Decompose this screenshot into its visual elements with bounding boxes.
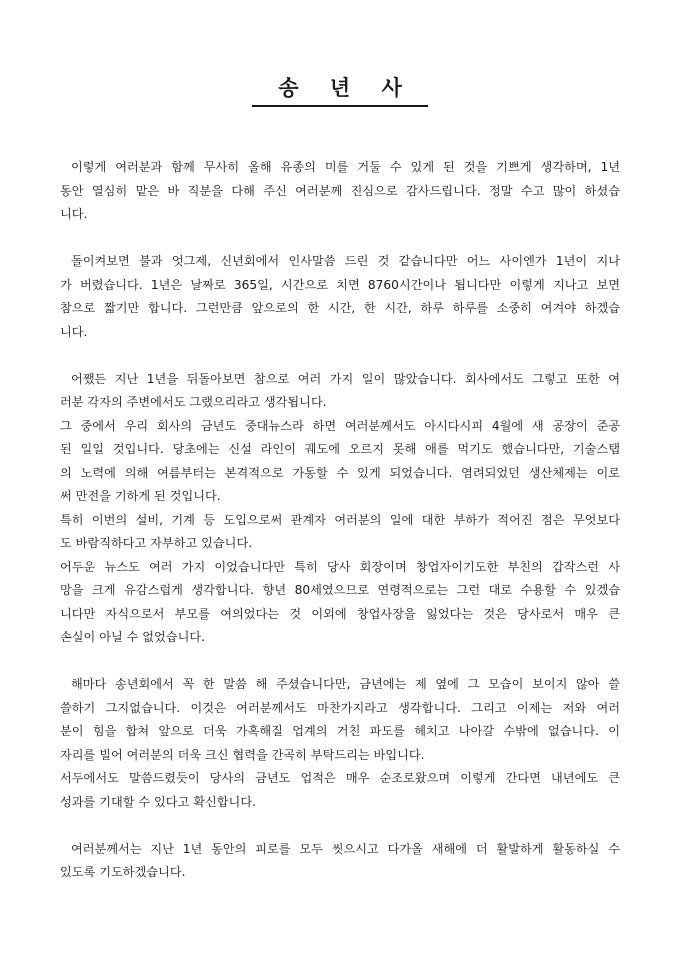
paragraph-line: 쓸하기 그지없습니다. 이것은 여러분께서도 마찬가지라고 생각합니다. 그리고 이제는 저와 여러 [60,700,620,715]
paragraph-line: 분이 힘을 합쳐 앞으로 더욱 가혹해질 업계의 거친 파도를 헤치고 나아갈 수밖에 없습니다. 이 [60,724,620,738]
paragraph-line: 참으로 짧기만 합니다. 그런만큼 앞으로의 한 시간, 한 시간, 하루 하루를 소중히 여겨야 하겠습 [60,301,620,315]
paragraph [60,673,620,814]
paragraph-line: 자리를 빌어 여러분의 더욱 크신 협력을 간곡히 부탁드리는 바입니다. [60,747,425,762]
paragraph-line: 손실이 아닐 수 없었습니다. [60,630,206,644]
paragraph [60,250,620,344]
paragraph-line: 가 버렸습니다. 1년은 날짜로 365일, 시간으로 치면 8760시간이나 됩니다만 이렇게 지나고 보면 [60,277,620,292]
document-title: 송 년 사 [252,74,427,107]
paragraph-line: 된 일일 것입니다. 당초에는 신설 라인이 궤도에 오르지 못해 애를 먹기도 했습니다만, 기술스탭 [60,442,620,456]
paragraph-line: 망을 크게 유감스럽게 생각합니다. 향년 80세였으므로 연령적으로는 그런 대로 수용할 수 있겠습 [60,583,620,597]
paragraph [60,368,620,650]
paragraph-line: 러분 각자의 주변에서도 그랬으리라고 생각됩니다. [60,395,327,409]
paragraph-line: 니다. [60,207,88,221]
paragraph [60,838,620,885]
paragraph-line: 도 바람직하다고 자부하고 있습니다. [60,536,253,550]
paragraph-line: 있도록 기도하겠습니다. [60,865,186,879]
paragraph-line: 그 중에서 우리 회사의 금년도 중대뉴스라 하면 여러분께서도 아시다시피 4월에 새 공장이 준공 [60,418,620,433]
paragraph-line: 니다. [60,324,88,339]
paragraph-line: 어쨌든 지난 1년을 뒤돌아보면 참으로 여러 가지 일이 많았습니다. 회사에서도 그렇고 또한 여 [70,371,620,386]
title-wrap [0,74,680,107]
paragraph-line: 니다만 자식으로서 부모를 여의었다는 것 이외에 창업사장을 잃었다는 것은 당사로서 매우 큰 [60,606,620,621]
paragraph-line: 동안 열심히 맡은 바 직분을 다해 주신 여러분께 진심으로 감사드립니다. 정말 수고 많이 하셨습 [60,183,620,198]
paragraph-line: 성과를 기대할 수 있다고 확신합니다. [60,794,256,809]
paragraph-line: 특히 이번의 설비, 기계 등 도입으로써 관계자 여러분의 일에 대한 부하가 적어진 점은 무엇보다 [60,512,620,527]
paragraph-line: 어두운 뉴스도 여러 가지 이었습니다만 특히 당사 회장이며 창업자이기도한 부친의 갑작스런 사 [60,559,620,574]
paragraph-line: 해마다 송년회에서 꼭 한 말씀 해 주셨습니다만, 금년에는 제 옆에 그 모습이 보이지 않아 쓸 [70,677,620,691]
document-body [60,156,620,908]
paragraph-line: 의 노력에 의해 여름부터는 본격적으로 가동할 수 있게 되었습니다. 염려되었던 생산체제는 이로 [60,465,620,480]
paragraph-line: 여러분께서는 지난 1년 동안의 피로를 모두 씻으시고 다가올 새해에 더 활발하게 활동하실 수 [70,841,620,856]
paragraph-line: 서두에서도 말씀드렸듯이 당사의 금년도 업적은 매우 순조로왔으며 이렇게 간다면 내년에도 큰 [60,771,620,785]
paragraph-line: 돌이켜보면 불과 엇그제, 신년회에서 인사말씀 드린 것 같습니다만 어느 사이엔가 1년이 지나 [70,254,620,268]
paragraph-line: 이렇게 여러분과 함께 무사히 올해 유종의 미를 거둘 수 있게 된 것을 기쁘게 생각하며, 1년 [70,160,620,174]
paragraph-line: 써 만전을 기하게 된 것입니다. [60,489,221,503]
paragraph [60,156,620,227]
